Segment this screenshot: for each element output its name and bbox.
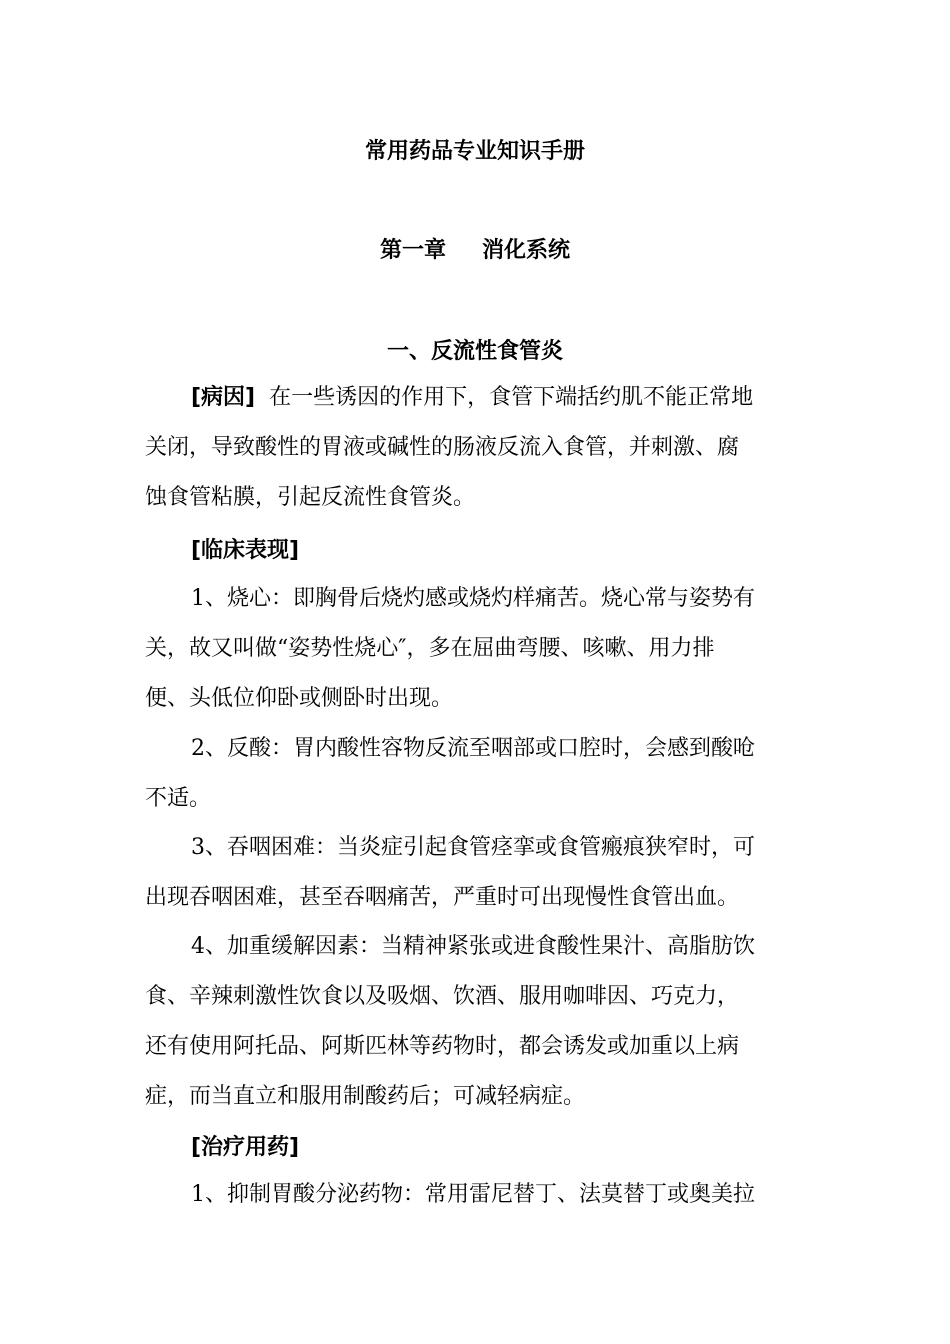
paragraph-line: 3、吞咽困难：当炎症引起食管痉挛或食管瘢痕狭窄时，可 <box>191 835 755 860</box>
treatment-heading: [治疗用药] <box>191 1135 300 1160</box>
etiology-line: [病因] 在一些诱因的作用下，食管下端括约肌不能正常地 <box>191 385 754 410</box>
etiology-line: 蚀食管粘膜，引起反流性食管炎。 <box>145 485 476 510</box>
paragraph-line: 还有使用阿托品、阿斯匹林等药物时，都会诱发或加重以上病 <box>145 1034 740 1059</box>
clinical-heading: [临床表现] <box>191 538 300 563</box>
clinical-item <box>145 922 807 1122</box>
section-title: 一、反流性食管炎 <box>386 339 563 364</box>
clinical-item <box>145 823 807 923</box>
chapter-title <box>0 236 950 266</box>
paragraph-line: 关，故又叫做“姿势性烧心″，多在屈曲弯腰、咳嗽、用力排 <box>145 636 715 661</box>
paragraph-line: 1、烧心：即胸骨后烧灼感或烧灼样痛苦。烧心常与姿势有 <box>191 586 755 611</box>
document-title: 常用药品专业知识手册 <box>364 139 585 164</box>
paragraph-line: 食、辛辣刺激性饮食以及吸烟、饮酒、服用咖啡因、巧克力， <box>145 984 740 1009</box>
etiology-tag: [病因] <box>191 385 256 410</box>
chapter-name: 消化系统 <box>482 238 571 263</box>
paragraph-line: 2、反酸：胃内酸性容物反流至咽部或口腔时，会感到酸呛 <box>191 736 755 761</box>
chapter-number: 第一章 <box>379 238 446 263</box>
paragraph-line: 不适。 <box>145 786 212 811</box>
etiology-paragraph <box>145 373 807 523</box>
paragraph-line: 症，而当直立和服用制酸药后；可减轻病症。 <box>145 1084 586 1109</box>
paragraph-line: 4、加重缓解因素：当精神紧张或进食酸性果汁、高脂肪饮 <box>191 934 755 959</box>
treatment-item <box>145 1170 807 1220</box>
paragraph-line: 1、抑制胃酸分泌药物：常用雷尼替丁、法莫替丁或奥美拉 <box>191 1182 755 1207</box>
paragraph-line: 出现吞咽困难，甚至吞咽痛苦，严重时可出现慢性食管出血。 <box>145 885 740 910</box>
clinical-item <box>145 724 807 824</box>
paragraph-line: 便、头低位仰卧或侧卧时出现。 <box>145 686 454 711</box>
etiology-line: 关闭，导致酸性的胃液或碱性的肠液反流入食管，并刺激、腐 <box>145 435 740 460</box>
clinical-item <box>145 574 807 724</box>
